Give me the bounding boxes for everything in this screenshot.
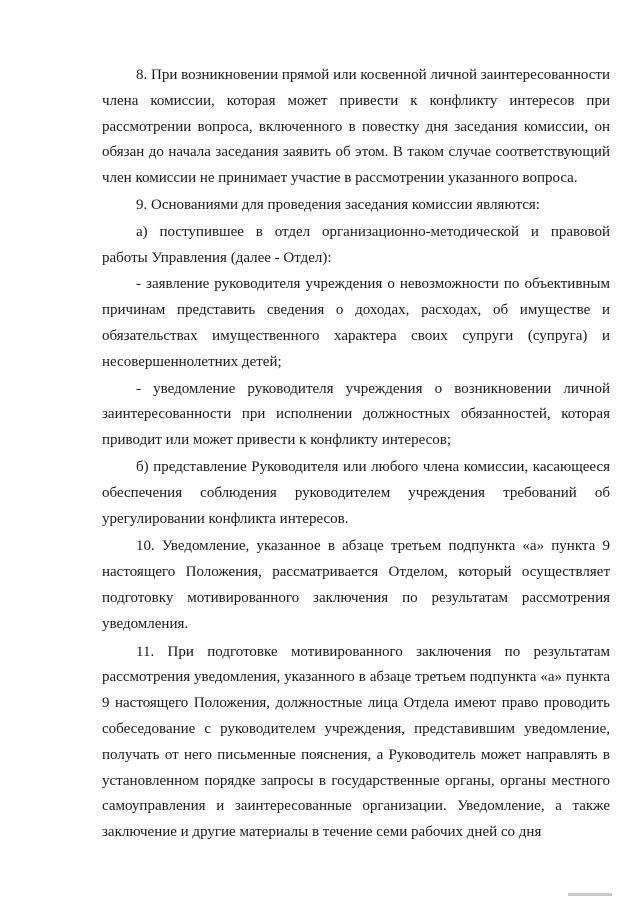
paragraph-10: 10. Уведомление, указанное в абзаце третьем подпункта «а» пункта 9 настоящего Положения, рассматривается Отделом, который осуществляет подготовку мотивированного заключения по результатам рассмотрения уведомления.	[102, 538, 610, 632]
document-body	[102, 63, 610, 846]
paragraph-9a-notification: - уведомление руководителя учреждения о возникновении личной заинтересованности при исполнении должностных обязанностей, которая приводит или может привести к конфликту интересов;	[102, 380, 610, 449]
scan-artifact	[568, 893, 612, 896]
paragraph-9a-statement: - заявление руководителя учреждения о невозможности по объективным причинам представить сведения о доходах, расходах, об имуществе и обязательствах имущественного характера своих супруги (супруга) и несовершеннолетних детей;	[102, 276, 610, 370]
paragraph-11: 11. При подготовке мотивированного заключения по результатам рассмотрения уведомления, указанного в абзаце третьем подпункта «а» пункта 9 настоящего Положения, должностные лица Отдела имеют право проводить собеседование с руководителем учреждения, представившим уведомление, получать от него письменные пояснения, а Руководитель может направлять в установленном порядке запросы в государственные органы, органы местного самоуправления и заинтересованные организации. Уведомление, а также заключение и другие материалы в течение семи рабочих дней со дня	[102, 643, 610, 841]
paragraph-9b: б) представление Руководителя или любого члена комиссии, касающееся обеспечения соблюдения руководителем учреждения требований об урегулировании конфликта интересов.	[102, 458, 610, 527]
paragraph-9: 9. Основаниями для проведения заседания комиссии являются:	[136, 196, 540, 213]
paragraph-9a: а) поступившее в отдел организационно-методической и правовой работы Управления (далее - Отдел):	[102, 223, 610, 266]
paragraph-8: 8. При возникновении прямой или косвенной личной заинтересованности члена комиссии, которая может привести к конфликту интересов при рассмотрении вопроса, включенного в повестку дня заседания комиссии, он обязан до начала заседания заявить об этом. В таком случае соответствующий член комиссии не принимает участие в рассмотрении указанного вопроса.	[102, 67, 611, 187]
